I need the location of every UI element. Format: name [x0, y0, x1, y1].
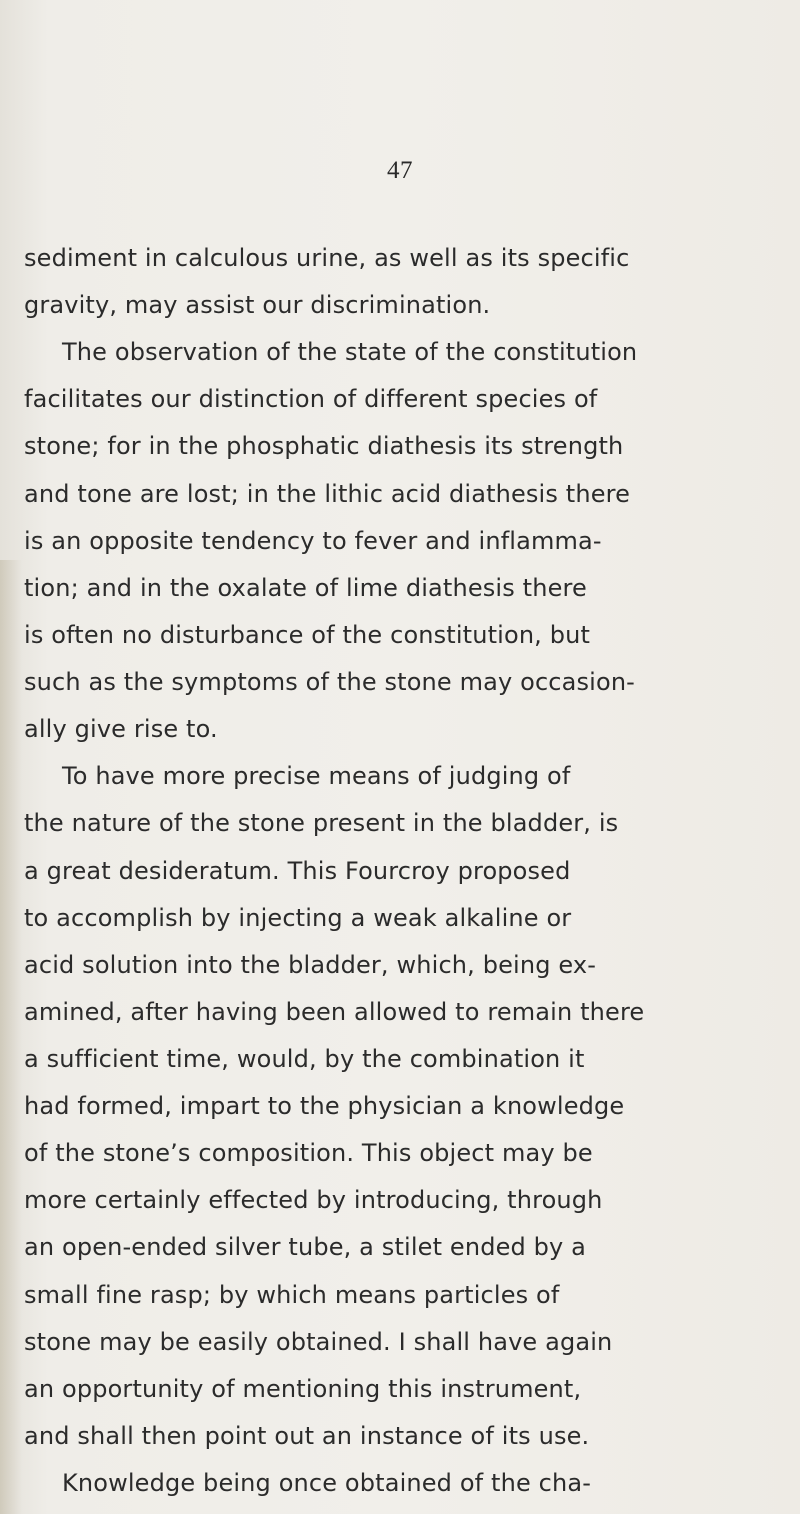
text-line: such as the symptoms of the stone may occasion- — [24, 668, 635, 697]
text-line: small fine rasp; by which means particles of — [24, 1280, 560, 1309]
text-line: the nature of the stone present in the bladder, is — [24, 809, 619, 838]
text-line: stone; for in the phosphatic diathesis its strength — [24, 432, 624, 461]
text-line: acid solution into the bladder, which, being ex- — [24, 950, 597, 979]
text-line: is often no disturbance of the constitution, but — [24, 620, 591, 649]
text-line: an open-ended silver tube, a stilet ended by a — [24, 1233, 587, 1262]
text-line: a sufficient time, would, by the combination it — [24, 1044, 585, 1073]
text-line: Knowledge being once obtained of the cha- — [62, 1469, 592, 1497]
text-line: a great desideratum. This Fourcroy proposed — [24, 856, 571, 885]
page-number: 47 — [387, 157, 413, 184]
text-line: stone may be easily obtained. I shall have again — [24, 1327, 613, 1356]
text-line: ally give rise to. — [24, 715, 218, 744]
text-line: amined, after having been allowed to remain there — [24, 997, 645, 1026]
text-line: facilitates our distinction of different species of — [24, 385, 598, 414]
text-line: and shall then point out an instance of its use. — [24, 1421, 590, 1450]
text-line: had formed, impart to the physician a knowledge — [24, 1092, 625, 1121]
text-line: sediment in calculous urine, as well as its specific — [24, 244, 630, 272]
text-line: tion; and in the oxalate of lime diathesis there — [24, 573, 587, 602]
text-line: to accomplish by injecting a weak alkaline or — [24, 903, 572, 932]
text-line: gravity, may assist our discrimination. — [24, 291, 491, 320]
text-line: more certainly effected by introducing, through — [24, 1186, 603, 1215]
text-line: an opportunity of mentioning this instrument, — [24, 1374, 582, 1403]
text-line: of the stone’s composition. This object may be — [24, 1139, 593, 1168]
text-line: is an opposite tendency to fever and inflamma- — [24, 526, 602, 555]
text-line: To have more precise means of judging of — [62, 762, 571, 791]
text-line: and tone are lost; in the lithic acid diathesis there — [24, 479, 631, 508]
text-line: The observation of the state of the constitution — [62, 338, 638, 367]
